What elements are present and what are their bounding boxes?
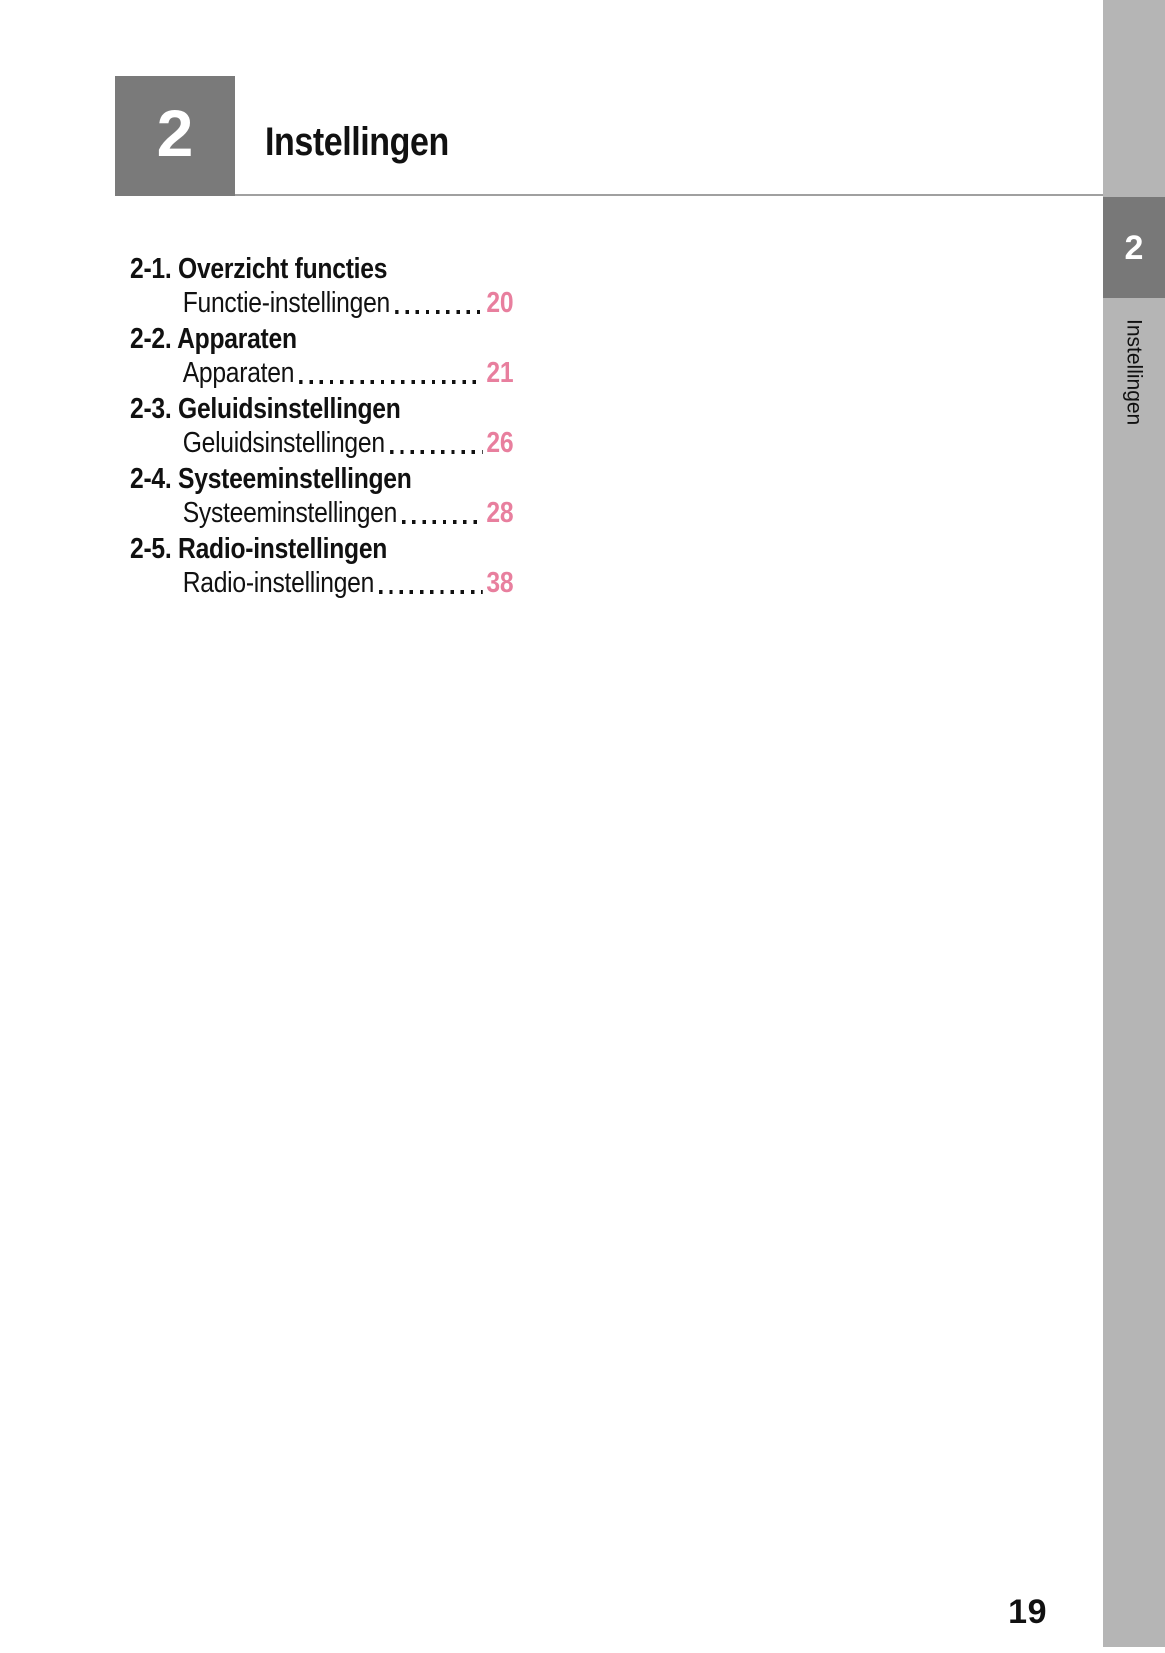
toc-section [130, 532, 581, 601]
toc-section-heading: 2-2. Apparaten [130, 323, 297, 355]
toc-section [130, 252, 581, 321]
toc-dot-leader [299, 380, 483, 384]
toc-section-heading: 2-5. Radio-instellingen [130, 533, 388, 565]
toc-entry-page-number: 38 [486, 567, 514, 599]
toc-section [130, 462, 581, 531]
toc-section-heading: 2-3. Geluidsinstellingen [130, 393, 401, 425]
toc-entry-label: Geluidsinstellingen [182, 427, 385, 459]
toc-entry-page-number: 21 [486, 357, 514, 389]
toc-entry [130, 356, 513, 391]
toc-entry [130, 286, 513, 321]
toc-entry-label: Functie-instellingen [182, 287, 390, 319]
footer-page-number: 19 [1008, 1593, 1047, 1631]
toc-entry-page-number: 20 [486, 287, 514, 319]
header-divider [115, 194, 1103, 196]
chapter-sidebar-tab [1103, 197, 1165, 298]
toc-section-heading: 2-4. Systeeminstellingen [130, 463, 412, 495]
toc-entry [130, 566, 513, 601]
table-of-contents [130, 252, 581, 602]
toc-section [130, 322, 581, 391]
toc-dot-leader [395, 310, 483, 314]
toc-entry-page-number: 26 [486, 427, 514, 459]
sidebar-chapter-number: 2 [1124, 228, 1144, 267]
toc-entry [130, 426, 513, 461]
toc-entry-label: Radio-instellingen [182, 567, 375, 599]
toc-dot-leader [402, 520, 483, 524]
sidebar-vertical-label: Instellingen [1122, 318, 1146, 426]
chapter-title: Instellingen [265, 120, 449, 164]
toc-entry-page-number: 28 [486, 497, 514, 529]
toc-dot-leader [379, 590, 483, 594]
toc-section [130, 392, 581, 461]
chapter-number: 2 [156, 96, 194, 170]
toc-entry-label: Systeeminstellingen [182, 497, 398, 529]
toc-dot-leader [390, 450, 483, 454]
chapter-number-box [115, 76, 235, 196]
sidebar-vertical-label-wrap [1103, 306, 1165, 438]
toc-entry-label: Apparaten [182, 357, 295, 389]
toc-entry [130, 496, 513, 531]
toc-section-heading: 2-1. Overzicht functies [130, 253, 388, 285]
